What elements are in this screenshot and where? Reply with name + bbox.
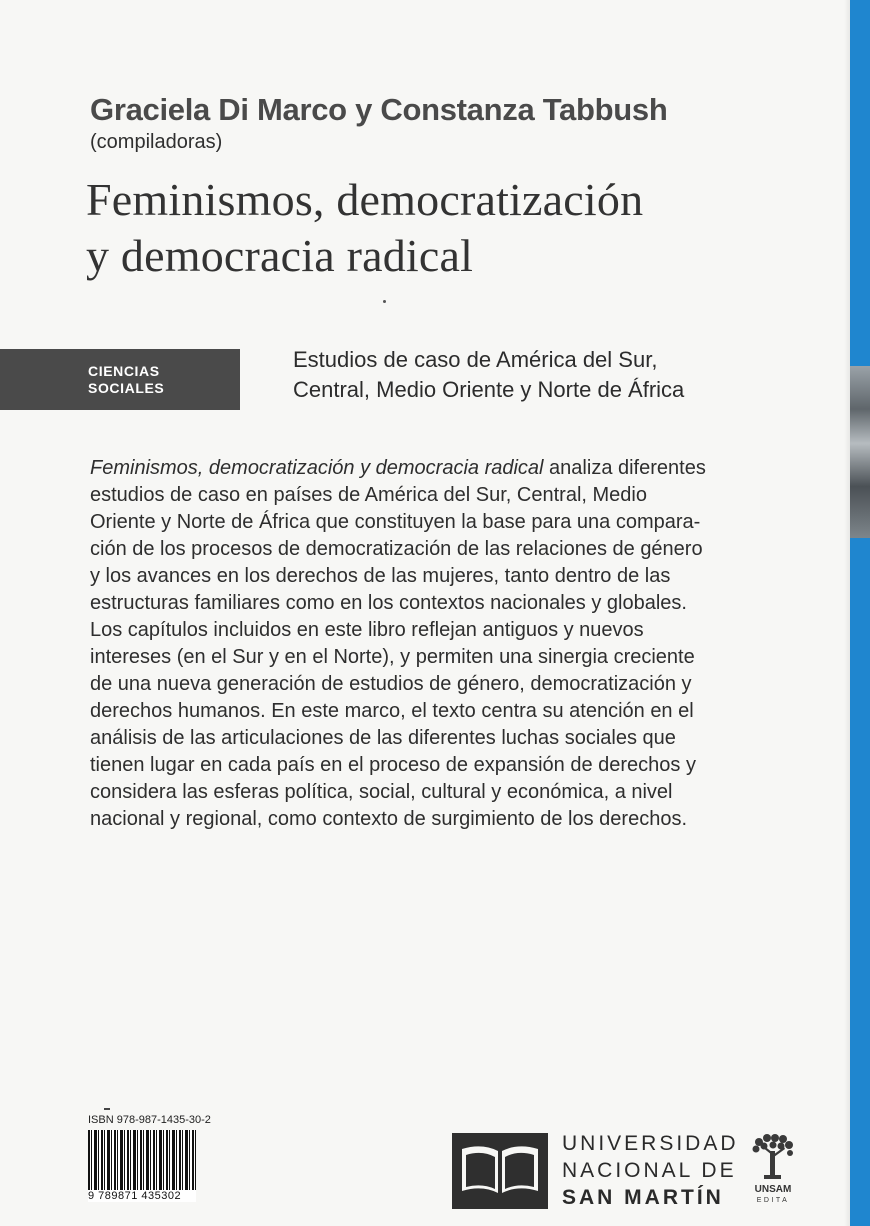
book-title-line-2: y democracia radical xyxy=(86,230,474,281)
blurb-line: y los avances en los derechos de las mujeres, tanto dentro de las xyxy=(90,565,671,587)
tree-icon xyxy=(750,1133,796,1181)
barcode-bars xyxy=(88,1130,196,1190)
authors-names: Graciela Di Marco y Constanza Tabbush xyxy=(90,92,668,127)
subtitle-line-2: Central, Medio Oriente y Norte de África xyxy=(293,377,685,402)
blurb-line: intereses (en el Sur y en el Norte), y permiten una sinergia creciente xyxy=(90,646,695,668)
blue-spine-edge xyxy=(850,0,870,1226)
blurb-line xyxy=(90,455,780,482)
blurb-line: Oriente y Norte de África que constituyen la base para una compara- xyxy=(90,511,701,533)
blurb-paragraph xyxy=(90,455,780,833)
book-title-line-1: Feminismos, democratización xyxy=(86,174,644,225)
publisher-name xyxy=(562,1130,739,1211)
blurb-line: nacional y regional, como contexto de surgimiento de los derechos. xyxy=(90,808,688,830)
book-subtitle xyxy=(293,345,684,405)
blurb-line: Los capítulos incluidos en este libro reflejan antiguos y nuevos xyxy=(90,619,644,641)
book-title xyxy=(86,172,643,284)
blurb-line: estructuras familiares como en los contextos nacionales y globales. xyxy=(90,592,687,614)
blurb-line: tienen lugar en cada país en el proceso de expansión de derechos y xyxy=(90,754,696,776)
blurb-line: estudios de caso en países de América del Sur, Central, Medio xyxy=(90,484,647,506)
blurb-line: ción de los procesos de democratización de las relaciones de género xyxy=(90,538,703,560)
imprint-subtitle: EDITA xyxy=(756,1197,790,1204)
isbn-label: ISBN 978-987-1435-30-2 xyxy=(88,1114,211,1126)
blurb-line: derechos humanos. En este marco, el texto centra su atención en el xyxy=(90,700,694,722)
category-band xyxy=(0,349,240,410)
spine-photo-strip xyxy=(850,366,870,538)
decorative-dot xyxy=(383,300,386,303)
isbn-barcode xyxy=(88,1130,196,1202)
blurb-line-1-rest: analiza diferentes xyxy=(543,457,706,479)
isbn-tick-mark xyxy=(104,1108,110,1110)
publisher-line-2: NACIONAL DE xyxy=(562,1159,737,1182)
blurb-line: análisis de las articulaciones de las diferentes luchas sociales que xyxy=(90,727,676,749)
barcode-digits: 9 789871 435302 xyxy=(88,1190,182,1202)
blurb-line: considera las esferas política, social, cultural y económica, a nivel xyxy=(90,781,673,803)
publisher-line-1: UNIVERSIDAD xyxy=(562,1132,739,1155)
imprint-name: UNSAM xyxy=(754,1184,792,1195)
authors-role: (compiladoras) xyxy=(90,131,223,153)
subtitle-line-1: Estudios de caso de América del Sur, xyxy=(293,347,658,372)
category-label-line-1: CIENCIAS xyxy=(88,363,160,379)
publisher-line-3: SAN MARTÍN xyxy=(562,1186,724,1209)
blurb-line: de una nueva generación de estudios de género, democratización y xyxy=(90,673,692,695)
category-label-line-2: SOCIALES xyxy=(88,380,165,396)
blurb-title-italic: Feminismos, democratización y democracia radical xyxy=(90,457,544,479)
open-book-icon xyxy=(452,1133,548,1209)
